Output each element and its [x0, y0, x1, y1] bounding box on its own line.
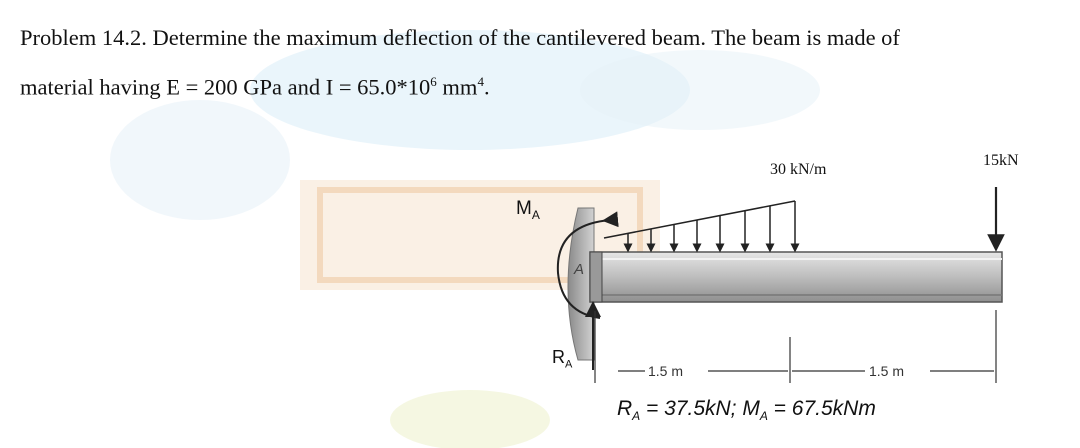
moment-label-m: M	[516, 198, 532, 219]
result-line	[617, 397, 876, 423]
exponent-4: 4	[477, 74, 484, 89]
distributed-load-label: 30 kN/m	[770, 161, 827, 178]
dimension-left-label: 1.5 m	[648, 363, 684, 379]
support-label: A	[574, 261, 585, 278]
result-m-sub: A	[759, 409, 768, 424]
point-load-label: 15kN	[983, 152, 1019, 169]
beam-end-plate	[590, 252, 602, 302]
beam-figure	[500, 125, 1080, 448]
result-r: R	[617, 397, 633, 420]
unit-mm: mm	[436, 74, 478, 100]
reaction-label	[552, 347, 572, 371]
period: .	[483, 74, 490, 100]
problem-line-2	[20, 60, 1070, 110]
dimension-right-label: 1.5 m	[869, 363, 905, 379]
result-ra-value: = 37.5kN; M	[640, 397, 760, 420]
result-ma-value: = 67.5kNm	[767, 397, 876, 420]
result-r-sub: A	[632, 409, 641, 424]
reaction-label-sub: A	[565, 358, 573, 371]
problem-line-1: Problem 14.2. Determine the maximum deflection of the cantilevered beam. The beam is made of	[20, 25, 900, 50]
moment-label	[516, 198, 540, 222]
problem-statement	[20, 16, 1070, 110]
reaction-label-r: R	[552, 347, 565, 367]
exponent-6: 6	[430, 74, 437, 89]
moment-label-sub: A	[531, 207, 540, 222]
problem-line-2-text: material having E = 200 GPa and I = 65.0*10	[20, 74, 431, 100]
load-line	[604, 201, 795, 238]
distributed-load-arrows	[628, 201, 795, 248]
